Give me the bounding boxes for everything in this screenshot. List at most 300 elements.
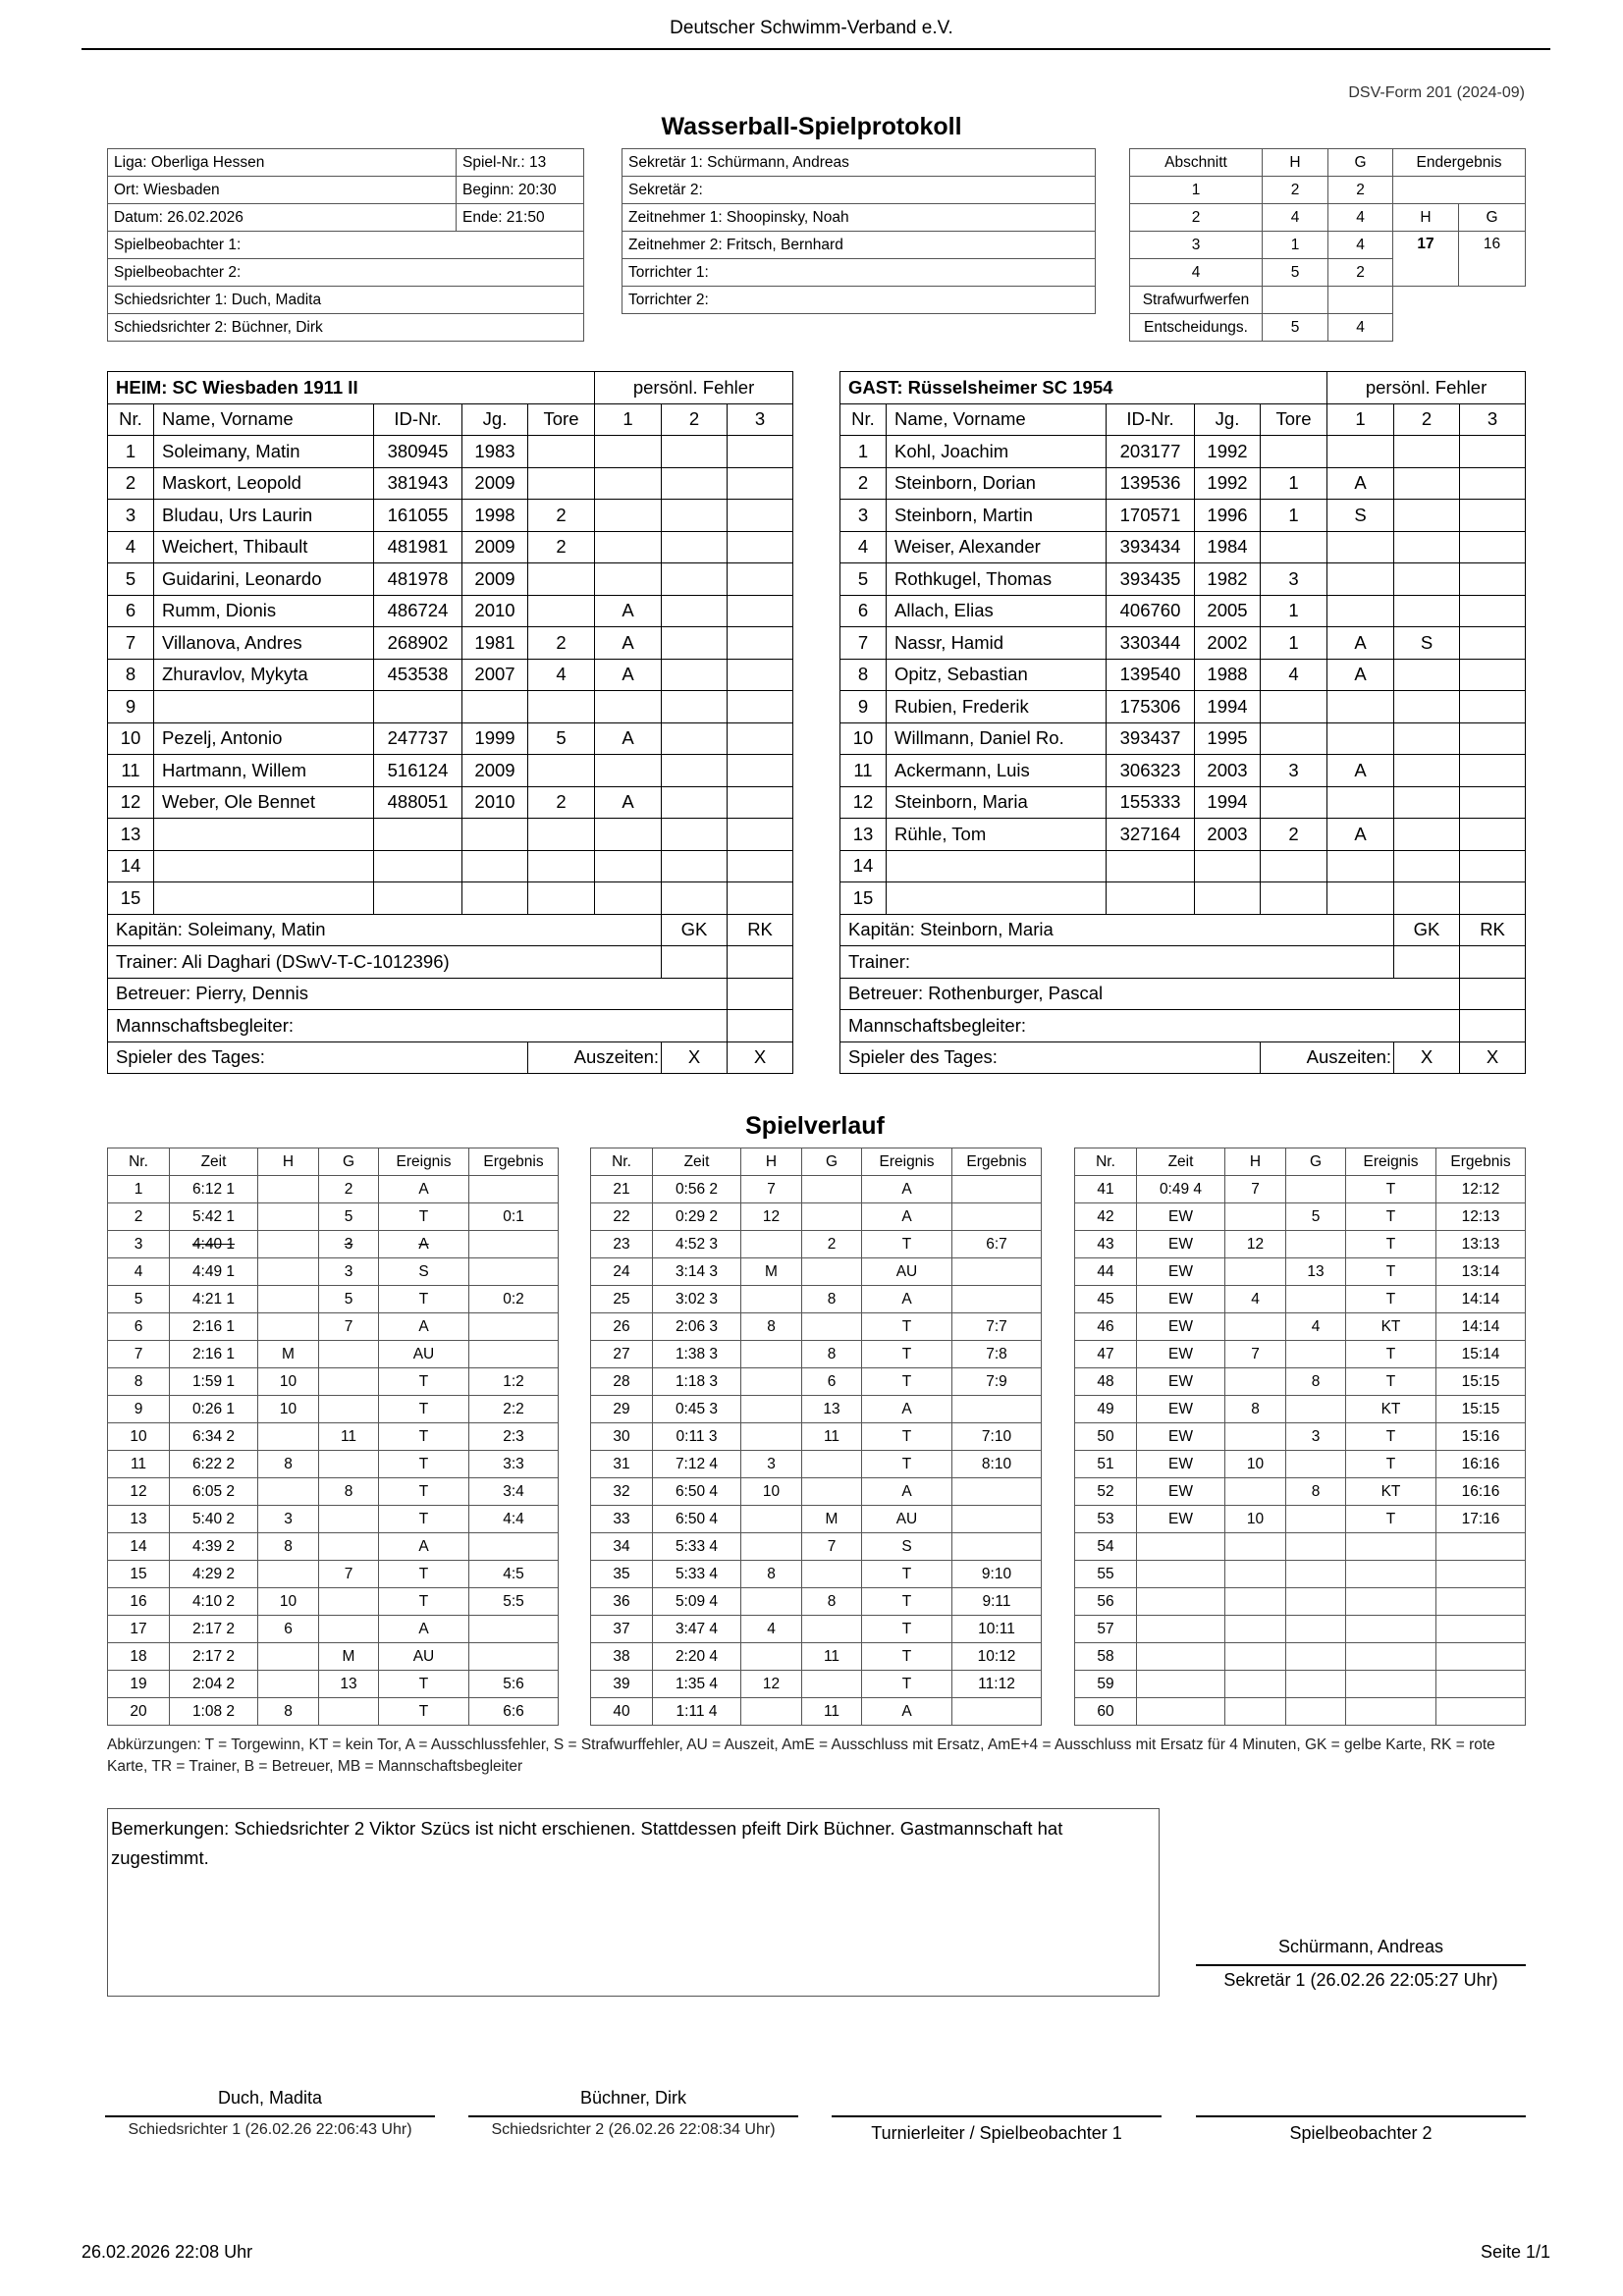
event-row: [1075, 1368, 1526, 1396]
player-foul-2: [1394, 595, 1460, 627]
event-row: [108, 1643, 559, 1671]
final-blank: [1393, 287, 1526, 342]
event-home: 12: [741, 1203, 802, 1231]
event-nr: 10: [108, 1423, 170, 1451]
player-goals: 2: [528, 531, 595, 563]
player-foul-1: A: [595, 595, 662, 627]
event-home: [741, 1396, 802, 1423]
col-name: Name, Vorname: [154, 403, 374, 436]
period-cell: [1263, 287, 1328, 314]
event-score: 14:14: [1436, 1286, 1526, 1313]
event-row: [591, 1176, 1042, 1203]
player-id: 393435: [1107, 563, 1195, 596]
player-foul-3: [1460, 436, 1526, 468]
trainer: Trainer: Ali Daghari (DSwV-T-C-1012396): [108, 946, 662, 979]
event-time: 2:16 1: [170, 1313, 258, 1341]
player-id: 486724: [374, 595, 462, 627]
event-type: [1346, 1643, 1436, 1671]
event-row: [591, 1396, 1042, 1423]
event-time: 5:33 4: [653, 1561, 741, 1588]
player-id: 306323: [1107, 755, 1195, 787]
event-row: [108, 1588, 559, 1616]
event-guest: [1286, 1451, 1346, 1478]
event-type: [1346, 1671, 1436, 1698]
player-year: 2009: [462, 563, 528, 596]
begleiter-card: [1460, 1010, 1526, 1042]
personal-fouls-label: persönl. Fehler: [595, 372, 793, 404]
event-guest: [1286, 1698, 1346, 1726]
event-home: 7: [741, 1176, 802, 1203]
referee-1-signature-line: [105, 2115, 435, 2117]
abbreviations-legend: Abkürzungen: T = Torgewinn, KT = kein Tor, A = Ausschlussfehler, S = Strafwurffehler, AU = Auszeit, AmE = Ausschluss mit Ersatz, AmE+4 = Ausschluss mit Ersatz für 4 Minuten, GK = gelbe Karte, RK = rote Karte, TR = Trainer, B = Betreuer, MB = Mannschaftsbegleiter: [107, 1736, 1495, 1775]
player-number: 4: [108, 531, 154, 563]
team-title-row: [840, 372, 1526, 404]
player-name: Ackermann, Luis: [887, 755, 1107, 787]
event-time: EW: [1137, 1258, 1225, 1286]
player-goals: 5: [528, 722, 595, 755]
event-guest: 11: [319, 1423, 379, 1451]
player-name: Kohl, Joachim: [887, 436, 1107, 468]
event-col-header: Nr.: [1075, 1148, 1137, 1176]
player-foul-2: [662, 850, 728, 882]
player-id: 393434: [1107, 531, 1195, 563]
player-id: [374, 691, 462, 723]
event-row: [1075, 1451, 1526, 1478]
event-guest: 5: [319, 1286, 379, 1313]
referee-2-name: Büchner, Dirk: [579, 2088, 687, 2108]
event-row: [1075, 1561, 1526, 1588]
betreuer-row: [840, 978, 1526, 1010]
player-year: 2010: [462, 786, 528, 819]
trainer-row: [108, 946, 793, 979]
player-foul-2: [1394, 531, 1460, 563]
event-home: [258, 1286, 319, 1313]
event-guest: [1286, 1231, 1346, 1258]
event-home: 4: [1225, 1286, 1286, 1313]
event-type: T: [379, 1451, 469, 1478]
event-type: A: [862, 1176, 952, 1203]
event-row: [1075, 1203, 1526, 1231]
event-score: [469, 1313, 559, 1341]
player-goals: [528, 691, 595, 723]
home-team-table: [107, 371, 793, 1074]
player-row: [108, 882, 793, 915]
timeout-1: X: [662, 1041, 728, 1074]
personal-fouls-label: persönl. Fehler: [1327, 372, 1526, 404]
trainer: Trainer:: [840, 946, 1394, 979]
player-row: [108, 755, 793, 787]
player-goals: [1261, 531, 1327, 563]
team-name: HEIM: SC Wiesbaden 1911 II: [108, 372, 595, 404]
event-time: [1137, 1561, 1225, 1588]
event-row: [591, 1203, 1042, 1231]
event-header-row: [108, 1148, 559, 1176]
player-name: [154, 850, 374, 882]
event-type: T: [379, 1671, 469, 1698]
event-row: [591, 1533, 1042, 1561]
event-score: 12:12: [1436, 1176, 1526, 1203]
player-foul-1: [1327, 436, 1394, 468]
event-time: EW: [1137, 1506, 1225, 1533]
event-score: 7:8: [952, 1341, 1042, 1368]
player-number: 2: [840, 467, 887, 500]
event-row: [591, 1588, 1042, 1616]
event-row: [591, 1643, 1042, 1671]
event-col-header: Ergebnis: [1436, 1148, 1526, 1176]
event-type: [1346, 1561, 1436, 1588]
player-id: 488051: [374, 786, 462, 819]
captain-row: [840, 914, 1526, 946]
schiedsrichter-2: Schiedsrichter 2: Büchner, Dirk: [108, 314, 584, 342]
player-year: 2005: [1195, 595, 1261, 627]
event-score: 7:10: [952, 1423, 1042, 1451]
player-foul-2: [662, 659, 728, 691]
event-home: [258, 1671, 319, 1698]
event-nr: 17: [108, 1616, 170, 1643]
event-type: T: [379, 1506, 469, 1533]
event-time: 6:50 4: [653, 1506, 741, 1533]
player-number: 14: [108, 850, 154, 882]
event-row: [108, 1258, 559, 1286]
event-row: [591, 1368, 1042, 1396]
betreuer: Betreuer: Rothenburger, Pascal: [840, 978, 1460, 1010]
event-nr: 21: [591, 1176, 653, 1203]
event-nr: 26: [591, 1313, 653, 1341]
player-name: Rubien, Frederik: [887, 691, 1107, 723]
event-score: 10:12: [952, 1643, 1042, 1671]
event-guest: 8: [319, 1478, 379, 1506]
event-home: 4: [741, 1616, 802, 1643]
player-name: Steinborn, Maria: [887, 786, 1107, 819]
player-number: 6: [840, 595, 887, 627]
player-id: 481978: [374, 563, 462, 596]
player-foul-2: [662, 436, 728, 468]
player-number: 14: [840, 850, 887, 882]
event-guest: [802, 1258, 862, 1286]
event-nr: 59: [1075, 1671, 1137, 1698]
player-id: 203177: [1107, 436, 1195, 468]
player-foul-2: [662, 595, 728, 627]
mannschaftsbegleiter: Mannschaftsbegleiter:: [108, 1010, 728, 1042]
player-year: 2007: [462, 659, 528, 691]
event-nr: 18: [108, 1643, 170, 1671]
event-guest: 8: [802, 1286, 862, 1313]
event-guest: [802, 1478, 862, 1506]
event-time: 0:56 2: [653, 1176, 741, 1203]
event-nr: 39: [591, 1671, 653, 1698]
event-time: 4:52 3: [653, 1231, 741, 1258]
ort: Ort: Wiesbaden: [108, 177, 457, 204]
event-score: [1436, 1643, 1526, 1671]
player-row: [840, 755, 1526, 787]
spielbeobachter-2: Spielbeobachter 2:: [108, 259, 584, 287]
event-row: [591, 1258, 1042, 1286]
event-home: [1225, 1478, 1286, 1506]
player-name: Steinborn, Martin: [887, 500, 1107, 532]
event-log-table-1: [107, 1148, 559, 1726]
event-nr: 57: [1075, 1616, 1137, 1643]
player-number: 15: [840, 882, 887, 915]
event-col-header: Zeit: [653, 1148, 741, 1176]
player-foul-3: [728, 500, 793, 532]
player-id: [1107, 882, 1195, 915]
event-home: [741, 1588, 802, 1616]
event-time: 1:59 1: [170, 1368, 258, 1396]
official-row: Sekretär 1: Schürmann, Andreas: [622, 149, 1096, 177]
player-year: [462, 850, 528, 882]
event-time: 3:02 3: [653, 1286, 741, 1313]
player-year: 2009: [462, 531, 528, 563]
referee-1-name: Duch, Madita: [217, 2088, 323, 2108]
player-of-the-day: Spieler des Tages:: [108, 1041, 528, 1074]
event-type: T: [379, 1423, 469, 1451]
player-id: [374, 850, 462, 882]
player-goals: [1261, 691, 1327, 723]
player-year: 1999: [462, 722, 528, 755]
event-col-header: Ereignis: [1346, 1148, 1436, 1176]
event-guest: 7: [802, 1533, 862, 1561]
event-guest: [319, 1451, 379, 1478]
player-foul-1: [595, 436, 662, 468]
player-row: [840, 563, 1526, 596]
player-foul-2: [662, 691, 728, 723]
event-nr: 60: [1075, 1698, 1137, 1726]
event-score: 15:16: [1436, 1423, 1526, 1451]
event-nr: 30: [591, 1423, 653, 1451]
player-row: [840, 659, 1526, 691]
col-foul-1: 1: [595, 403, 662, 436]
player-number: 13: [840, 819, 887, 851]
player-name: Villanova, Andres: [154, 627, 374, 660]
event-time: 5:42 1: [170, 1203, 258, 1231]
player-foul-3: [1460, 819, 1526, 851]
player-foul-2: [662, 531, 728, 563]
player-foul-1: S: [1327, 500, 1394, 532]
period-cell: 2: [1130, 204, 1263, 232]
event-home: 12: [1225, 1231, 1286, 1258]
event-time: 2:17 2: [170, 1643, 258, 1671]
player-id: 268902: [374, 627, 462, 660]
event-time: 4:29 2: [170, 1561, 258, 1588]
player-foul-3: [728, 436, 793, 468]
event-guest: [802, 1313, 862, 1341]
event-nr: 47: [1075, 1341, 1137, 1368]
mannschaftsbegleiter: Mannschaftsbegleiter:: [840, 1010, 1460, 1042]
player-id: 481981: [374, 531, 462, 563]
event-time: 6:05 2: [170, 1478, 258, 1506]
begleiter-row: [840, 1010, 1526, 1042]
event-type: T: [862, 1671, 952, 1698]
player-foul-2: [662, 786, 728, 819]
event-type: S: [379, 1258, 469, 1286]
event-score: 16:16: [1436, 1478, 1526, 1506]
player-name: Willmann, Daniel Ro.: [887, 722, 1107, 755]
event-row: [591, 1286, 1042, 1313]
event-type: A: [862, 1396, 952, 1423]
player-goals: [528, 882, 595, 915]
event-time: 1:38 3: [653, 1341, 741, 1368]
event-guest: 3: [1286, 1423, 1346, 1451]
player-foul-2: [1394, 659, 1460, 691]
event-guest: 3: [319, 1258, 379, 1286]
event-row: [591, 1506, 1042, 1533]
player-id: 406760: [1107, 595, 1195, 627]
player-year: 1992: [1195, 467, 1261, 500]
event-nr: 19: [108, 1671, 170, 1698]
event-nr: 29: [591, 1396, 653, 1423]
event-type: T: [862, 1588, 952, 1616]
player-year: 1983: [462, 436, 528, 468]
event-col-header: G: [1286, 1148, 1346, 1176]
event-home: [258, 1176, 319, 1203]
player-number: 7: [840, 627, 887, 660]
player-goals: [1261, 722, 1327, 755]
player-foul-3: [728, 819, 793, 851]
event-score: [1436, 1698, 1526, 1726]
event-home: [741, 1341, 802, 1368]
trainer-red-card: [728, 946, 793, 979]
secretary-name: Schürmann, Andreas: [1277, 1937, 1444, 1956]
player-foul-1: A: [1327, 659, 1394, 691]
event-home: [741, 1368, 802, 1396]
event-time: [1137, 1643, 1225, 1671]
event-score: [952, 1533, 1042, 1561]
event-type: AU: [379, 1341, 469, 1368]
event-type: T: [862, 1451, 952, 1478]
event-score: [1436, 1671, 1526, 1698]
event-home: [1225, 1313, 1286, 1341]
col-year: Jg.: [462, 403, 528, 436]
player-name: Allach, Elias: [887, 595, 1107, 627]
event-home: [1225, 1258, 1286, 1286]
event-row: [1075, 1286, 1526, 1313]
player-goals: 1: [1261, 595, 1327, 627]
event-home: [741, 1643, 802, 1671]
event-col-header: Ereignis: [862, 1148, 952, 1176]
event-time: EW: [1137, 1203, 1225, 1231]
event-col-header: H: [258, 1148, 319, 1176]
event-home: [258, 1478, 319, 1506]
event-nr: 32: [591, 1478, 653, 1506]
event-guest: [1286, 1561, 1346, 1588]
player-foul-2: [1394, 563, 1460, 596]
event-row: [108, 1423, 559, 1451]
event-nr: 22: [591, 1203, 653, 1231]
col-nr: Nr.: [108, 403, 154, 436]
player-of-day-row: [840, 1041, 1526, 1074]
event-row: [1075, 1478, 1526, 1506]
event-nr: 50: [1075, 1423, 1137, 1451]
period-cell: 5: [1263, 314, 1328, 342]
player-goals: 3: [1261, 755, 1327, 787]
period-header: G: [1328, 149, 1393, 177]
event-guest: [802, 1451, 862, 1478]
player-id: 453538: [374, 659, 462, 691]
event-score: [469, 1616, 559, 1643]
player-foul-3: [728, 722, 793, 755]
player-goals: [528, 819, 595, 851]
player-foul-1: [1327, 850, 1394, 882]
event-home: [258, 1203, 319, 1231]
col-foul-2: 2: [662, 403, 728, 436]
player-foul-1: A: [595, 786, 662, 819]
event-row: [1075, 1588, 1526, 1616]
col-foul-1: 1: [1327, 403, 1394, 436]
player-row: [108, 467, 793, 500]
period-cell: Strafwurfwerfen: [1130, 287, 1263, 314]
event-score: 15:15: [1436, 1396, 1526, 1423]
event-score: 11:12: [952, 1671, 1042, 1698]
period-cell: 2: [1328, 259, 1393, 287]
player-foul-3: [1460, 850, 1526, 882]
col-year: Jg.: [1195, 403, 1261, 436]
player-name: Rothkugel, Thomas: [887, 563, 1107, 596]
player-foul-1: A: [595, 722, 662, 755]
event-time: EW: [1137, 1451, 1225, 1478]
event-guest: [1286, 1533, 1346, 1561]
event-guest: 3: [319, 1231, 379, 1258]
player-goals: [528, 755, 595, 787]
player-goals: [1261, 436, 1327, 468]
event-score: [1436, 1533, 1526, 1561]
event-row: [108, 1286, 559, 1313]
event-home: 7: [1225, 1176, 1286, 1203]
player-name: Zhuravlov, Mykyta: [154, 659, 374, 691]
player-goals: 3: [1261, 563, 1327, 596]
player-foul-3: [728, 850, 793, 882]
event-guest: [1286, 1506, 1346, 1533]
team-name: GAST: Rüsselsheimer SC 1954: [840, 372, 1327, 404]
col-goals: Tore: [528, 403, 595, 436]
event-header-row: [1075, 1148, 1526, 1176]
event-score: 2:3: [469, 1423, 559, 1451]
event-guest: 5: [319, 1203, 379, 1231]
column-header-row: [108, 403, 793, 436]
player-year: 1988: [1195, 659, 1261, 691]
period-header: Abschnitt: [1130, 149, 1263, 177]
event-nr: 5: [108, 1286, 170, 1313]
event-type: T: [862, 1368, 952, 1396]
player-foul-2: [1394, 786, 1460, 819]
player-row: [108, 436, 793, 468]
tournament-signature-line: [832, 2115, 1162, 2117]
event-score: 5:6: [469, 1671, 559, 1698]
event-time: [1137, 1533, 1225, 1561]
red-card-label: RK: [728, 914, 793, 946]
remarks-box: Bemerkungen: Schiedsrichter 2 Viktor Szücs ist nicht erschienen. Stattdessen pfeift Dirk Büchner. Gastmannschaft hat zugestimmt.: [107, 1808, 1160, 1997]
event-guest: 5: [1286, 1203, 1346, 1231]
event-nr: 31: [591, 1451, 653, 1478]
event-type: T: [862, 1231, 952, 1258]
player-number: 10: [840, 722, 887, 755]
timeouts-label: Auszeiten:: [1261, 1041, 1394, 1074]
event-guest: [319, 1506, 379, 1533]
event-time: 4:10 2: [170, 1588, 258, 1616]
period-cell: 1: [1263, 232, 1328, 259]
col-id: ID-Nr.: [1107, 403, 1195, 436]
player-name: [154, 882, 374, 915]
period-cell: 4: [1130, 259, 1263, 287]
event-row: [108, 1671, 559, 1698]
event-home: [258, 1643, 319, 1671]
event-time: 2:04 2: [170, 1671, 258, 1698]
event-nr: 11: [108, 1451, 170, 1478]
player-year: 1994: [1195, 691, 1261, 723]
event-home: [741, 1231, 802, 1258]
player-id: 380945: [374, 436, 462, 468]
event-col-header: G: [802, 1148, 862, 1176]
event-type: AU: [862, 1258, 952, 1286]
